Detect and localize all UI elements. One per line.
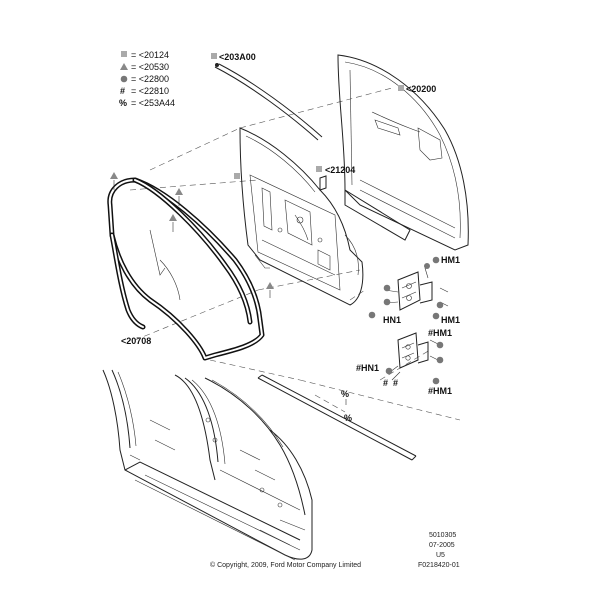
hinge-bolt-circle-icon	[424, 263, 430, 269]
hinge-callout-hm1-mid: HM1	[441, 315, 461, 325]
weatherstrip-callout: <20708	[121, 336, 152, 346]
seal-percent-marker: %	[341, 389, 350, 399]
hash-fastener-marker: #	[393, 378, 399, 388]
hinge-callout-hn1-left: HN1	[383, 315, 402, 325]
figure-variant: U5	[436, 552, 445, 559]
legend-hash-icon: #	[120, 86, 126, 96]
hinge-bolt-circle-icon	[437, 357, 444, 364]
hash-fastener-marker: #	[383, 378, 389, 388]
hinge-bolt-circle-icon	[384, 299, 391, 306]
hinge-bolt-circle-icon	[433, 378, 440, 385]
body-side-structure	[103, 370, 312, 560]
seal-percent-marker: %	[344, 413, 353, 423]
legend-triangle-icon	[120, 63, 128, 70]
outer-door-panel	[338, 55, 468, 250]
legend-item-percent: = <253A44	[131, 98, 176, 108]
figure-code: 5010305	[429, 532, 457, 539]
inner-door-callout: <21204	[325, 165, 356, 175]
inner-door-square-icon	[234, 173, 240, 179]
legend-item-hash: = <22810	[131, 86, 170, 96]
mirror-applique-strip	[215, 63, 322, 140]
fastener-triangle-icon	[110, 172, 118, 179]
legend-item-triangle: = <20530	[131, 62, 170, 72]
legend-item-square: = <20124	[131, 50, 170, 60]
legend-item-circle: = <22800	[131, 74, 170, 84]
hinge-bolt-circle-icon	[433, 313, 440, 320]
legend-square-icon	[121, 51, 127, 57]
legend	[119, 50, 175, 108]
fastener-triangle-icon	[169, 214, 177, 221]
hinge-callout-hm1-bottom: #HM1	[428, 386, 453, 396]
hinge-callout-hn1-lower: #HN1	[356, 363, 380, 373]
figure-id: F0218420-01	[418, 562, 460, 569]
inner-door-structure	[240, 128, 363, 305]
outer-door-callout: <20200	[406, 84, 437, 94]
outer-door-square-icon	[398, 85, 404, 91]
inner-door-bracket-square-icon	[316, 166, 322, 172]
fastener-triangle-icon	[175, 188, 183, 195]
hinge-bolt-circle-icon	[384, 285, 391, 292]
lower-hinge	[390, 333, 438, 380]
hinge-nut-circle-icon	[386, 368, 393, 375]
hinge-bolt-circle-icon	[437, 302, 444, 309]
copyright-text: © Copyright, 2009, Ford Motor Company Limited	[210, 562, 362, 569]
hinge-callout-hm1-lower: #HM1	[428, 328, 453, 338]
hinge-callout-hm1-top: HM1	[441, 255, 461, 265]
mirror-applique-callout: <203A00	[219, 52, 256, 62]
door-weatherstrip	[110, 180, 262, 358]
fastener-triangle-icon	[266, 282, 274, 289]
alignment-lines	[130, 88, 460, 420]
hinge-bolt-circle-icon	[433, 257, 440, 264]
hinge-nut-circle-icon	[369, 312, 376, 319]
hinge-bolt-circle-icon	[437, 342, 444, 349]
legend-circle-icon	[121, 76, 128, 83]
figure-date: 07-2005	[429, 542, 455, 549]
legend-percent-icon: %	[119, 98, 128, 108]
mirror-applique-square-icon	[211, 53, 217, 59]
